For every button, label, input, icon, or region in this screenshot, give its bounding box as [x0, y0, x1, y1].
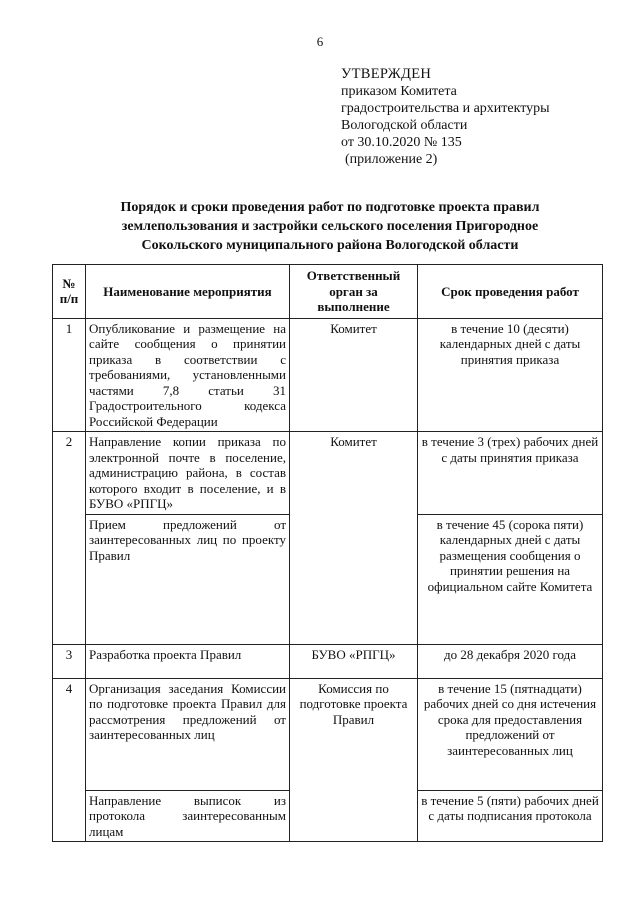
- document-title: [60, 198, 600, 255]
- approval-date: от 30.10.2020 № 135: [341, 135, 462, 150]
- approval-line: приказом Комитета: [341, 84, 457, 99]
- title-line: Порядок и сроки проведения работ по подготовке проекта правил: [120, 200, 540, 215]
- row-number: 2: [53, 432, 86, 645]
- row-deadline: до 28 декабря 2020 года: [418, 644, 603, 678]
- row-deadline: в течение 10 (десяти) календарных дней с даты принятия приказа: [418, 318, 603, 432]
- row-activity: Опубликование и размещение на сайте сообщения о принятии приказа в соответствии с требованиями, установленными частями 7,8 статьи 31 Градостроительного кодекса Российской Федерации: [86, 318, 290, 432]
- row-responsible: БУВО «РПГЦ»: [290, 644, 418, 678]
- table-header-row: [53, 265, 603, 319]
- table-row: [53, 678, 603, 790]
- header-number: № п/п: [53, 265, 86, 319]
- row-number: 1: [53, 318, 86, 432]
- approval-line: Вологодской области: [341, 118, 468, 133]
- header-deadline: Срок проведения работ: [418, 265, 603, 319]
- row-deadline: в течение 5 (пяти) рабочих дней с даты подписания протокола: [418, 790, 603, 842]
- approval-stamp: [341, 66, 601, 168]
- approval-heading: УТВЕРЖДЕН: [341, 66, 432, 82]
- row-activity: Направление копии приказа по электронной почте в поселение, администрацию района, в состав которого входит в поселение, и в БУВО «РПГЦ»: [86, 432, 290, 515]
- row-number: 4: [53, 678, 86, 842]
- row-activity: Направление выписок из протокола заинтересованным лицам: [86, 790, 290, 842]
- row-activity: Разработка проекта Правил: [86, 644, 290, 678]
- table-row: [53, 644, 603, 678]
- row-deadline: в течение 45 (сорока пяти) календарных дней с даты размещения сообщения о принятии решения на официальном сайте Комитета: [418, 514, 603, 644]
- header-responsible: Ответственный орган за выполнение: [290, 265, 418, 319]
- row-activity: Организация заседания Комиссии по подготовке проекта Правил для рассмотрения предложений от заинтересованных лиц: [86, 678, 290, 790]
- title-line: землепользования и застройки сельского поселения Пригородное: [121, 219, 539, 234]
- approval-line: градостроительства и архитектуры: [341, 101, 550, 116]
- row-number: 3: [53, 644, 86, 678]
- table-row: [53, 432, 603, 515]
- approval-appendix: (приложение 2): [345, 152, 438, 167]
- page-number: 6: [316, 34, 324, 49]
- row-responsible: Комитет: [290, 432, 418, 645]
- header-activity: Наименование мероприятия: [86, 265, 290, 319]
- row-responsible: Комитет: [290, 318, 418, 432]
- row-deadline: в течение 3 (трех) рабочих дней с даты принятия приказа: [418, 432, 603, 515]
- row-responsible: Комиссия по подготовке проекта Правил: [290, 678, 418, 842]
- row-activity: Прием предложений от заинтересованных лиц по проекту Правил: [86, 514, 290, 644]
- table-row: [53, 318, 603, 432]
- title-line: Сокольского муниципального района Вологодской области: [141, 238, 519, 253]
- works-table: [52, 264, 603, 842]
- row-deadline: в течение 15 (пятнадцати) рабочих дней со дня истечения срока для предоставления предложений от заинтересованных лиц: [418, 678, 603, 790]
